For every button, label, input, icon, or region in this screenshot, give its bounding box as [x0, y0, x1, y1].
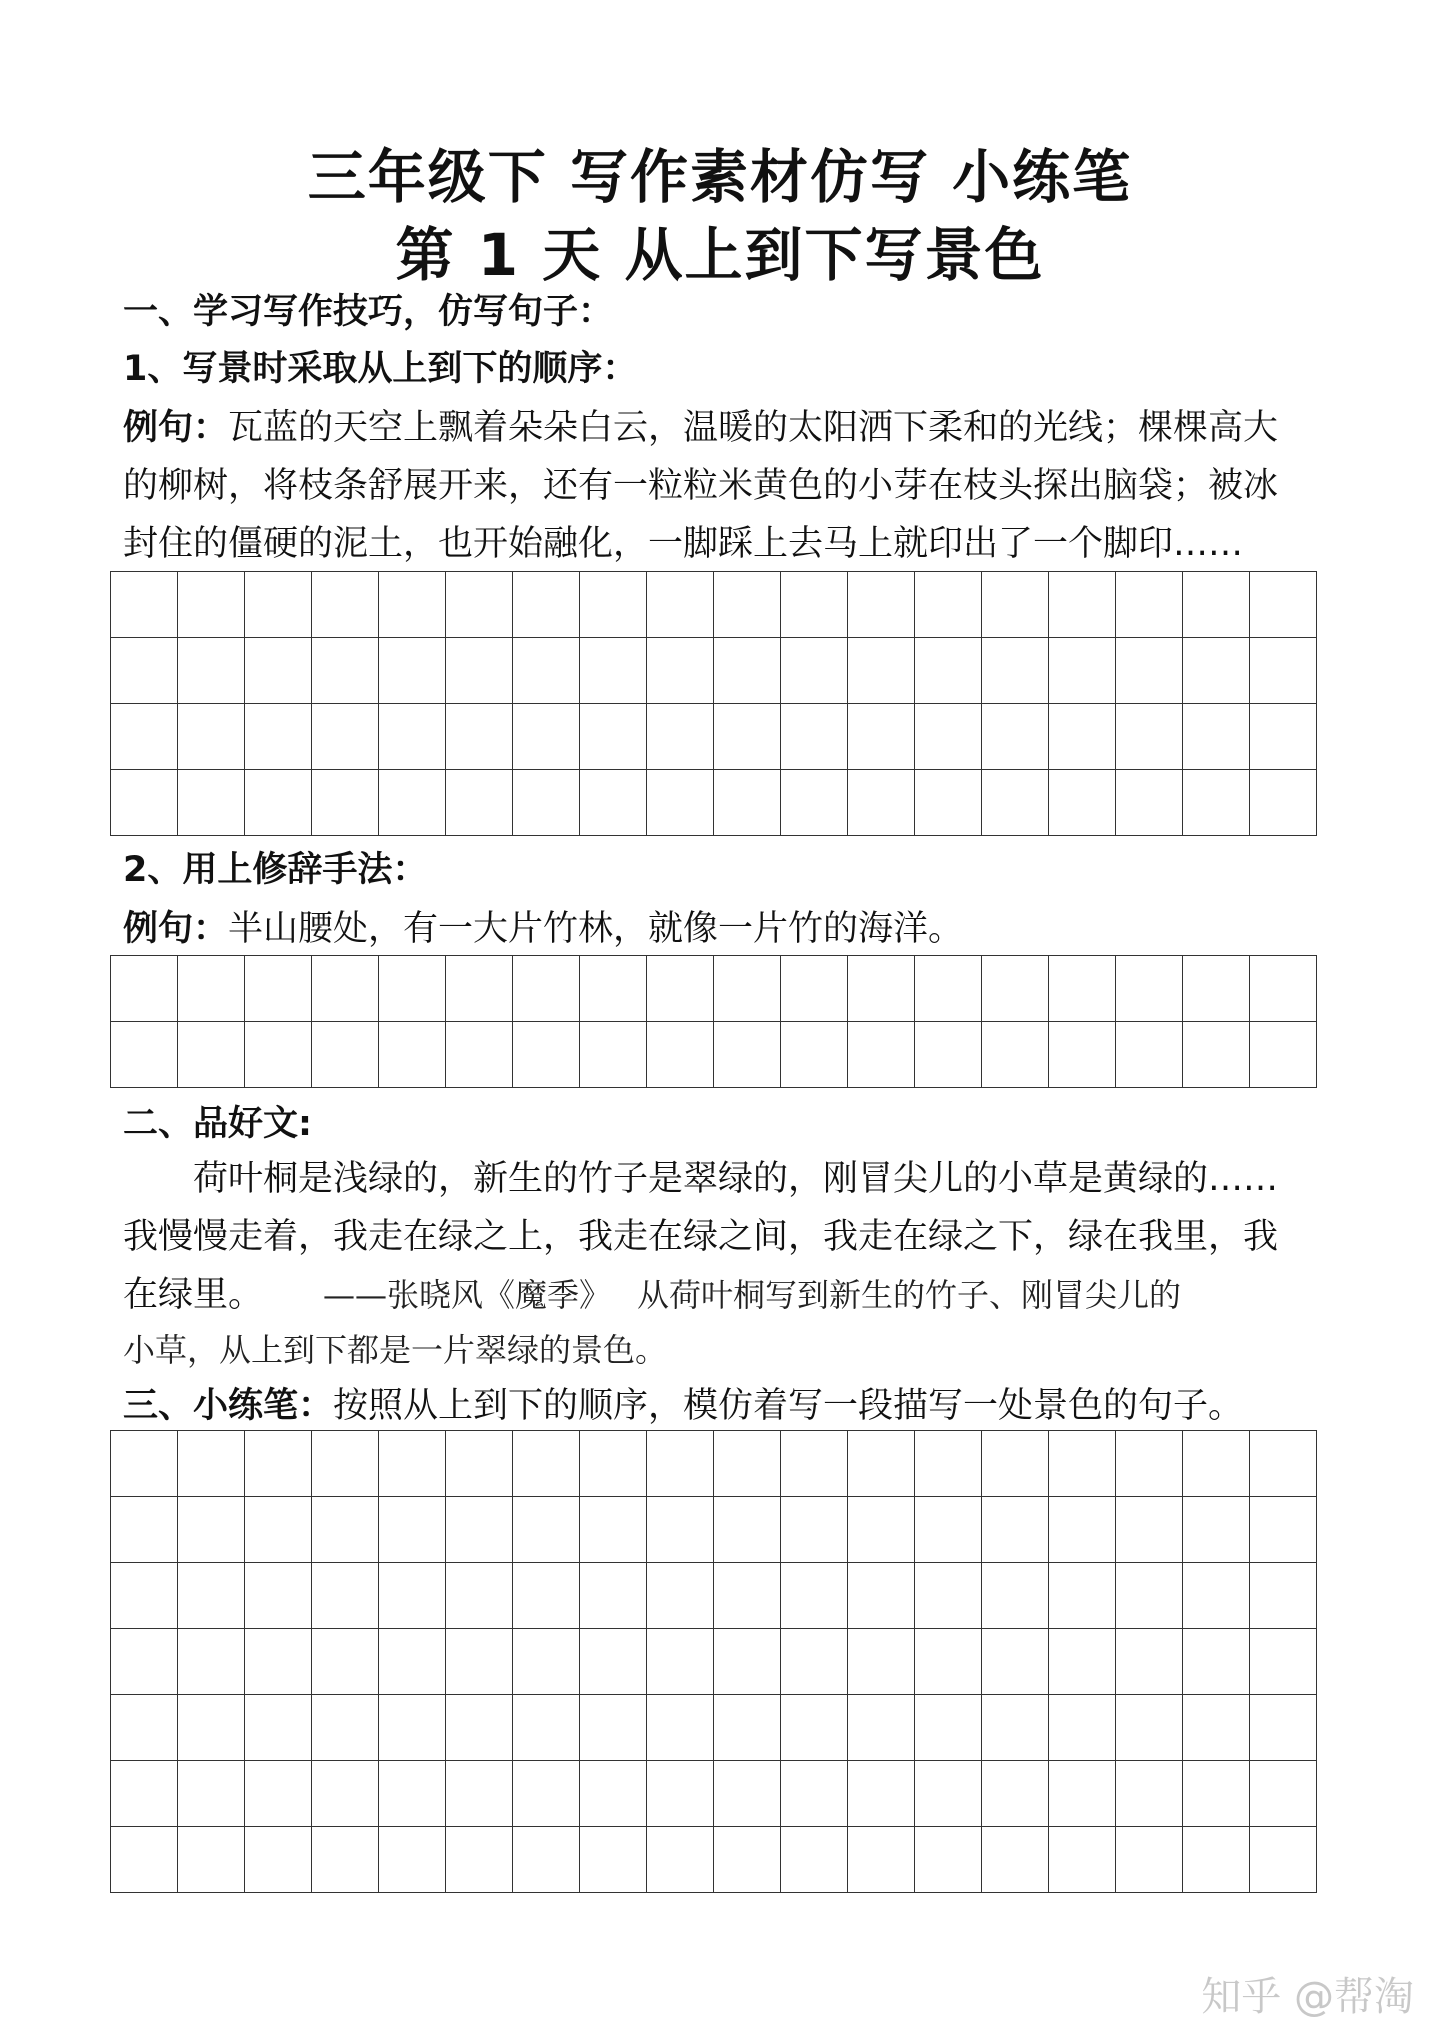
- grid-cell[interactable]: [513, 956, 580, 1022]
- grid-cell[interactable]: [781, 1563, 848, 1629]
- grid-cell[interactable]: [1116, 1695, 1183, 1761]
- passage-source: ——张晓风《魔季》: [323, 1276, 612, 1314]
- grid-cell[interactable]: [982, 1022, 1049, 1088]
- grid-cell[interactable]: [1116, 1497, 1183, 1563]
- grid-cell[interactable]: [1250, 770, 1317, 836]
- grid-cell[interactable]: [178, 1497, 245, 1563]
- grid-cell[interactable]: [178, 1827, 245, 1893]
- grid-cell[interactable]: [848, 770, 915, 836]
- grid-cell[interactable]: [647, 1827, 714, 1893]
- grid-cell[interactable]: [446, 956, 513, 1022]
- grid-cell[interactable]: [111, 1629, 178, 1695]
- grid-cell[interactable]: [245, 1827, 312, 1893]
- grid-cell[interactable]: [915, 1497, 982, 1563]
- grid-cell[interactable]: [848, 1497, 915, 1563]
- grid-cell[interactable]: [1250, 1431, 1317, 1497]
- grid-cell[interactable]: [580, 1431, 647, 1497]
- passage-line-2: 我慢慢走着，我走在绿之上，我走在绿之间，我走在绿之下，绿在我里，我: [123, 1217, 1279, 1257]
- grid-cell[interactable]: [513, 704, 580, 770]
- grid-cell[interactable]: [580, 1629, 647, 1695]
- grid-cell[interactable]: [1049, 1629, 1116, 1695]
- grid-cell[interactable]: [446, 1563, 513, 1629]
- grid-cell[interactable]: [245, 1695, 312, 1761]
- grid-cell[interactable]: [781, 1761, 848, 1827]
- grid-cell[interactable]: [580, 638, 647, 704]
- grid-cell[interactable]: [1250, 1497, 1317, 1563]
- grid-cell[interactable]: [982, 1695, 1049, 1761]
- grid-cell[interactable]: [1049, 1022, 1116, 1088]
- grid-cell[interactable]: [982, 1761, 1049, 1827]
- grid-cell[interactable]: [1250, 704, 1317, 770]
- grid-cell[interactable]: [580, 956, 647, 1022]
- grid-cell[interactable]: [446, 770, 513, 836]
- grid-cell[interactable]: [647, 1497, 714, 1563]
- grid-cell[interactable]: [1250, 1827, 1317, 1893]
- grid-cell[interactable]: [1116, 704, 1183, 770]
- grid-cell[interactable]: [245, 956, 312, 1022]
- grid-cell[interactable]: [245, 770, 312, 836]
- grid-cell[interactable]: [1049, 572, 1116, 638]
- grid-cell[interactable]: [781, 1827, 848, 1893]
- grid-cell[interactable]: [111, 1497, 178, 1563]
- grid-cell[interactable]: [312, 1761, 379, 1827]
- grid-cell[interactable]: [446, 704, 513, 770]
- grid-cell[interactable]: [848, 638, 915, 704]
- grid-cell[interactable]: [1183, 704, 1250, 770]
- grid-cell[interactable]: [781, 770, 848, 836]
- grid-cell[interactable]: [580, 1695, 647, 1761]
- grid-cell[interactable]: [178, 572, 245, 638]
- grid-cell[interactable]: [379, 1695, 446, 1761]
- section1-item2-heading: 2、用上修辞手法：: [123, 850, 428, 890]
- grid-cell[interactable]: [513, 1563, 580, 1629]
- grid-cell[interactable]: [111, 1695, 178, 1761]
- grid-cell[interactable]: [178, 956, 245, 1022]
- grid-cell[interactable]: [848, 1629, 915, 1695]
- grid-cell[interactable]: [714, 1431, 781, 1497]
- grid-cell[interactable]: [580, 704, 647, 770]
- grid-cell[interactable]: [312, 704, 379, 770]
- example-text: 瓦蓝的天空上飘着朵朵白云，温暖的太阳洒下柔和的光线；棵棵高大: [228, 408, 1279, 448]
- grid-cell[interactable]: [312, 770, 379, 836]
- grid-cell[interactable]: [1250, 572, 1317, 638]
- grid-cell[interactable]: [513, 638, 580, 704]
- grid-cell[interactable]: [379, 572, 446, 638]
- grid-cell[interactable]: [982, 704, 1049, 770]
- grid-cell[interactable]: [513, 572, 580, 638]
- writing-grid-1[interactable]: [110, 571, 1317, 836]
- section3-heading: 三、小练笔：: [123, 1386, 334, 1426]
- grid-cell[interactable]: [580, 1761, 647, 1827]
- grid-cell[interactable]: [312, 1563, 379, 1629]
- grid-cell[interactable]: [915, 770, 982, 836]
- grid-cell[interactable]: [513, 1497, 580, 1563]
- grid-cell[interactable]: [379, 1431, 446, 1497]
- grid-cell[interactable]: [446, 1022, 513, 1088]
- grid-cell[interactable]: [379, 956, 446, 1022]
- grid-cell[interactable]: [1250, 1022, 1317, 1088]
- section1-item1-heading: 1、写景时采取从上到下的顺序：: [123, 349, 638, 389]
- grid-cell[interactable]: [111, 1563, 178, 1629]
- grid-cell[interactable]: [714, 1497, 781, 1563]
- section1-heading: 一、学习写作技巧，仿写句子：: [123, 292, 614, 332]
- grid-cell[interactable]: [312, 638, 379, 704]
- grid-cell[interactable]: [111, 1761, 178, 1827]
- grid-cell[interactable]: [915, 1563, 982, 1629]
- worksheet-subtitle: 第 1 天 从上到下写景色: [395, 221, 1045, 289]
- grid-cell[interactable]: [446, 1497, 513, 1563]
- grid-cell[interactable]: [982, 1431, 1049, 1497]
- grid-cell[interactable]: [178, 638, 245, 704]
- grid-cell[interactable]: [1049, 1695, 1116, 1761]
- grid-cell[interactable]: [245, 1431, 312, 1497]
- grid-cell[interactable]: [1250, 638, 1317, 704]
- example-line-4: [123, 900, 1343, 958]
- grid-cell[interactable]: [647, 956, 714, 1022]
- grid-cell[interactable]: [1116, 1761, 1183, 1827]
- grid-cell[interactable]: [312, 1022, 379, 1088]
- grid-cell[interactable]: [446, 572, 513, 638]
- grid-cell[interactable]: [379, 704, 446, 770]
- grid-cell[interactable]: [245, 704, 312, 770]
- grid-cell[interactable]: [178, 1695, 245, 1761]
- grid-cell[interactable]: [781, 638, 848, 704]
- grid-cell[interactable]: [178, 770, 245, 836]
- grid-cell[interactable]: [446, 1827, 513, 1893]
- example-text: 半山腰处，有一大片竹林，就像一片竹的海洋。: [228, 909, 964, 949]
- grid-cell[interactable]: [245, 638, 312, 704]
- grid-cell[interactable]: [178, 1629, 245, 1695]
- section2-heading: 二、品好文:: [123, 1104, 312, 1144]
- grid-cell[interactable]: [714, 1761, 781, 1827]
- grid-cell[interactable]: [647, 770, 714, 836]
- grid-cell[interactable]: [1183, 1497, 1250, 1563]
- section3-instruction: 按照从上到下的顺序，模仿着写一段描写一处景色的句子。: [333, 1386, 1244, 1426]
- grid-cell[interactable]: [1250, 956, 1317, 1022]
- grid-cell[interactable]: [379, 1022, 446, 1088]
- grid-cell[interactable]: [647, 1695, 714, 1761]
- grid-cell[interactable]: [1116, 638, 1183, 704]
- grid-cell[interactable]: [1183, 572, 1250, 638]
- passage-comment-line-2: 小草，从上到下都是一片翠绿的景色。: [123, 1331, 668, 1369]
- grid-cell[interactable]: [848, 1431, 915, 1497]
- section3-line: [123, 1377, 1343, 1435]
- grid-cell[interactable]: [1116, 1431, 1183, 1497]
- grid-cell[interactable]: [178, 1022, 245, 1088]
- passage-line-1: 荷叶桐是浅绿的，新生的竹子是翠绿的，刚冒尖儿的小草是黄绿的……: [193, 1159, 1279, 1199]
- example-line-1: [123, 399, 1343, 457]
- grid-cell[interactable]: [647, 704, 714, 770]
- grid-cell[interactable]: [915, 1022, 982, 1088]
- grid-cell[interactable]: [178, 1761, 245, 1827]
- grid-cell[interactable]: [915, 956, 982, 1022]
- grid-cell[interactable]: [982, 638, 1049, 704]
- grid-cell[interactable]: [714, 638, 781, 704]
- passage-text: 在绿里。: [123, 1275, 264, 1315]
- grid-cell[interactable]: [580, 770, 647, 836]
- grid-cell[interactable]: [1049, 1497, 1116, 1563]
- grid-cell[interactable]: [1183, 1827, 1250, 1893]
- grid-cell[interactable]: [312, 1629, 379, 1695]
- grid-cell[interactable]: [848, 1022, 915, 1088]
- grid-cell[interactable]: [781, 1431, 848, 1497]
- grid-cell[interactable]: [848, 1563, 915, 1629]
- grid-cell[interactable]: [982, 1497, 1049, 1563]
- grid-cell[interactable]: [848, 1761, 915, 1827]
- grid-cell[interactable]: [245, 1761, 312, 1827]
- grid-cell[interactable]: [111, 572, 178, 638]
- grid-cell[interactable]: [580, 1022, 647, 1088]
- grid-cell[interactable]: [1183, 1431, 1250, 1497]
- grid-cell[interactable]: [1183, 956, 1250, 1022]
- grid-cell[interactable]: [580, 572, 647, 638]
- grid-cell[interactable]: [915, 1629, 982, 1695]
- grid-cell[interactable]: [580, 1827, 647, 1893]
- grid-cell[interactable]: [982, 770, 1049, 836]
- grid-cell[interactable]: [513, 1022, 580, 1088]
- passage-line-3: [123, 1266, 1343, 1324]
- grid-cell[interactable]: [1116, 770, 1183, 836]
- grid-cell[interactable]: [1183, 1761, 1250, 1827]
- writing-grid-2[interactable]: [110, 955, 1317, 1088]
- grid-cell[interactable]: [781, 1022, 848, 1088]
- grid-cell[interactable]: [513, 1629, 580, 1695]
- grid-cell[interactable]: [848, 704, 915, 770]
- grid-cell[interactable]: [714, 704, 781, 770]
- grid-cell[interactable]: [1049, 1563, 1116, 1629]
- grid-cell[interactable]: [446, 1695, 513, 1761]
- grid-cell[interactable]: [647, 1761, 714, 1827]
- grid-cell[interactable]: [714, 1827, 781, 1893]
- grid-cell[interactable]: [982, 572, 1049, 638]
- grid-cell[interactable]: [446, 1629, 513, 1695]
- grid-cell[interactable]: [178, 704, 245, 770]
- grid-cell[interactable]: [714, 1563, 781, 1629]
- grid-cell[interactable]: [1116, 572, 1183, 638]
- example-line-3: 封住的僵硬的泥土，也开始融化，一脚踩上去马上就印出了一个脚印……: [123, 524, 1244, 564]
- grid-cell[interactable]: [379, 1827, 446, 1893]
- grid-cell[interactable]: [982, 1563, 1049, 1629]
- grid-cell[interactable]: [1250, 1761, 1317, 1827]
- grid-cell[interactable]: [446, 638, 513, 704]
- grid-cell[interactable]: [1049, 1827, 1116, 1893]
- grid-cell[interactable]: [312, 1827, 379, 1893]
- grid-cell[interactable]: [312, 1695, 379, 1761]
- grid-cell[interactable]: [714, 956, 781, 1022]
- grid-cell[interactable]: [446, 1431, 513, 1497]
- grid-cell[interactable]: [915, 1827, 982, 1893]
- grid-cell[interactable]: [1116, 1563, 1183, 1629]
- grid-cell[interactable]: [647, 1629, 714, 1695]
- grid-cell[interactable]: [714, 1629, 781, 1695]
- grid-cell[interactable]: [647, 572, 714, 638]
- grid-cell[interactable]: [982, 1629, 1049, 1695]
- grid-cell[interactable]: [1116, 1022, 1183, 1088]
- grid-cell[interactable]: [1049, 1761, 1116, 1827]
- grid-cell[interactable]: [111, 638, 178, 704]
- grid-cell[interactable]: [379, 638, 446, 704]
- grid-cell[interactable]: [781, 1629, 848, 1695]
- grid-cell[interactable]: [915, 1431, 982, 1497]
- grid-cell[interactable]: [111, 704, 178, 770]
- grid-cell[interactable]: [312, 1431, 379, 1497]
- grid-cell[interactable]: [111, 1022, 178, 1088]
- grid-cell[interactable]: [714, 770, 781, 836]
- grid-cell[interactable]: [714, 1022, 781, 1088]
- grid-cell[interactable]: [915, 638, 982, 704]
- grid-cell[interactable]: [513, 1827, 580, 1893]
- grid-cell[interactable]: [915, 1695, 982, 1761]
- grid-cell[interactable]: [178, 1431, 245, 1497]
- grid-cell[interactable]: [446, 1761, 513, 1827]
- grid-cell[interactable]: [513, 1761, 580, 1827]
- grid-cell[interactable]: [1183, 638, 1250, 704]
- example-label: 例句：: [123, 909, 229, 949]
- grid-cell[interactable]: [111, 770, 178, 836]
- grid-cell[interactable]: [379, 1629, 446, 1695]
- grid-cell[interactable]: [1116, 956, 1183, 1022]
- grid-cell[interactable]: [111, 956, 178, 1022]
- grid-cell[interactable]: [111, 1431, 178, 1497]
- grid-cell[interactable]: [513, 770, 580, 836]
- grid-cell[interactable]: [647, 638, 714, 704]
- grid-cell[interactable]: [781, 956, 848, 1022]
- grid-cell[interactable]: [513, 1695, 580, 1761]
- writing-grid-3[interactable]: [110, 1430, 1317, 1893]
- grid-cell[interactable]: [178, 1563, 245, 1629]
- grid-cell[interactable]: [379, 1563, 446, 1629]
- grid-cell[interactable]: [245, 1563, 312, 1629]
- grid-cell[interactable]: [312, 1497, 379, 1563]
- watermark: 知乎 @帮淘: [1201, 1974, 1414, 2020]
- grid-cell[interactable]: [312, 956, 379, 1022]
- grid-cell[interactable]: [245, 1629, 312, 1695]
- grid-cell[interactable]: [647, 1431, 714, 1497]
- grid-cell[interactable]: [915, 704, 982, 770]
- grid-cell[interactable]: [1183, 1563, 1250, 1629]
- grid-cell[interactable]: [580, 1497, 647, 1563]
- grid-cell[interactable]: [245, 1497, 312, 1563]
- grid-cell[interactable]: [1183, 1695, 1250, 1761]
- grid-cell[interactable]: [982, 956, 1049, 1022]
- grid-cell[interactable]: [982, 1827, 1049, 1893]
- grid-cell[interactable]: [1183, 1629, 1250, 1695]
- grid-cell[interactable]: [647, 1022, 714, 1088]
- grid-cell[interactable]: [781, 1497, 848, 1563]
- example-label: 例句：: [123, 408, 229, 448]
- grid-cell[interactable]: [513, 1431, 580, 1497]
- grid-cell[interactable]: [781, 572, 848, 638]
- grid-cell[interactable]: [915, 1761, 982, 1827]
- grid-cell[interactable]: [1183, 770, 1250, 836]
- grid-cell[interactable]: [312, 572, 379, 638]
- grid-cell[interactable]: [714, 572, 781, 638]
- grid-cell[interactable]: [1183, 1022, 1250, 1088]
- grid-cell[interactable]: [1250, 1629, 1317, 1695]
- grid-cell[interactable]: [1250, 1563, 1317, 1629]
- example-line-2: 的柳树，将枝条舒展开来，还有一粒粒米黄色的小芽在枝头探出脑袋；被冰: [123, 466, 1279, 506]
- grid-cell[interactable]: [111, 1827, 178, 1893]
- worksheet-title: 三年级下 写作素材仿写 小练笔: [307, 143, 1133, 211]
- grid-cell[interactable]: [379, 1761, 446, 1827]
- grid-cell[interactable]: [1049, 770, 1116, 836]
- grid-cell[interactable]: [580, 1563, 647, 1629]
- grid-cell[interactable]: [1116, 1629, 1183, 1695]
- grid-cell[interactable]: [781, 704, 848, 770]
- grid-cell[interactable]: [379, 1497, 446, 1563]
- grid-cell[interactable]: [245, 572, 312, 638]
- grid-cell[interactable]: [1049, 638, 1116, 704]
- passage-comment: 从荷叶桐写到新生的竹子、刚冒尖儿的: [637, 1276, 1182, 1314]
- grid-cell[interactable]: [714, 1695, 781, 1761]
- grid-cell[interactable]: [915, 572, 982, 638]
- grid-cell[interactable]: [1049, 956, 1116, 1022]
- grid-cell[interactable]: [848, 572, 915, 638]
- grid-cell[interactable]: [245, 1022, 312, 1088]
- grid-cell[interactable]: [1116, 1827, 1183, 1893]
- grid-cell[interactable]: [848, 1827, 915, 1893]
- grid-cell[interactable]: [647, 1563, 714, 1629]
- grid-cell[interactable]: [379, 770, 446, 836]
- grid-cell[interactable]: [848, 1695, 915, 1761]
- grid-cell[interactable]: [1250, 1695, 1317, 1761]
- grid-cell[interactable]: [1049, 1431, 1116, 1497]
- grid-cell[interactable]: [781, 1695, 848, 1761]
- grid-cell[interactable]: [1049, 704, 1116, 770]
- grid-cell[interactable]: [848, 956, 915, 1022]
